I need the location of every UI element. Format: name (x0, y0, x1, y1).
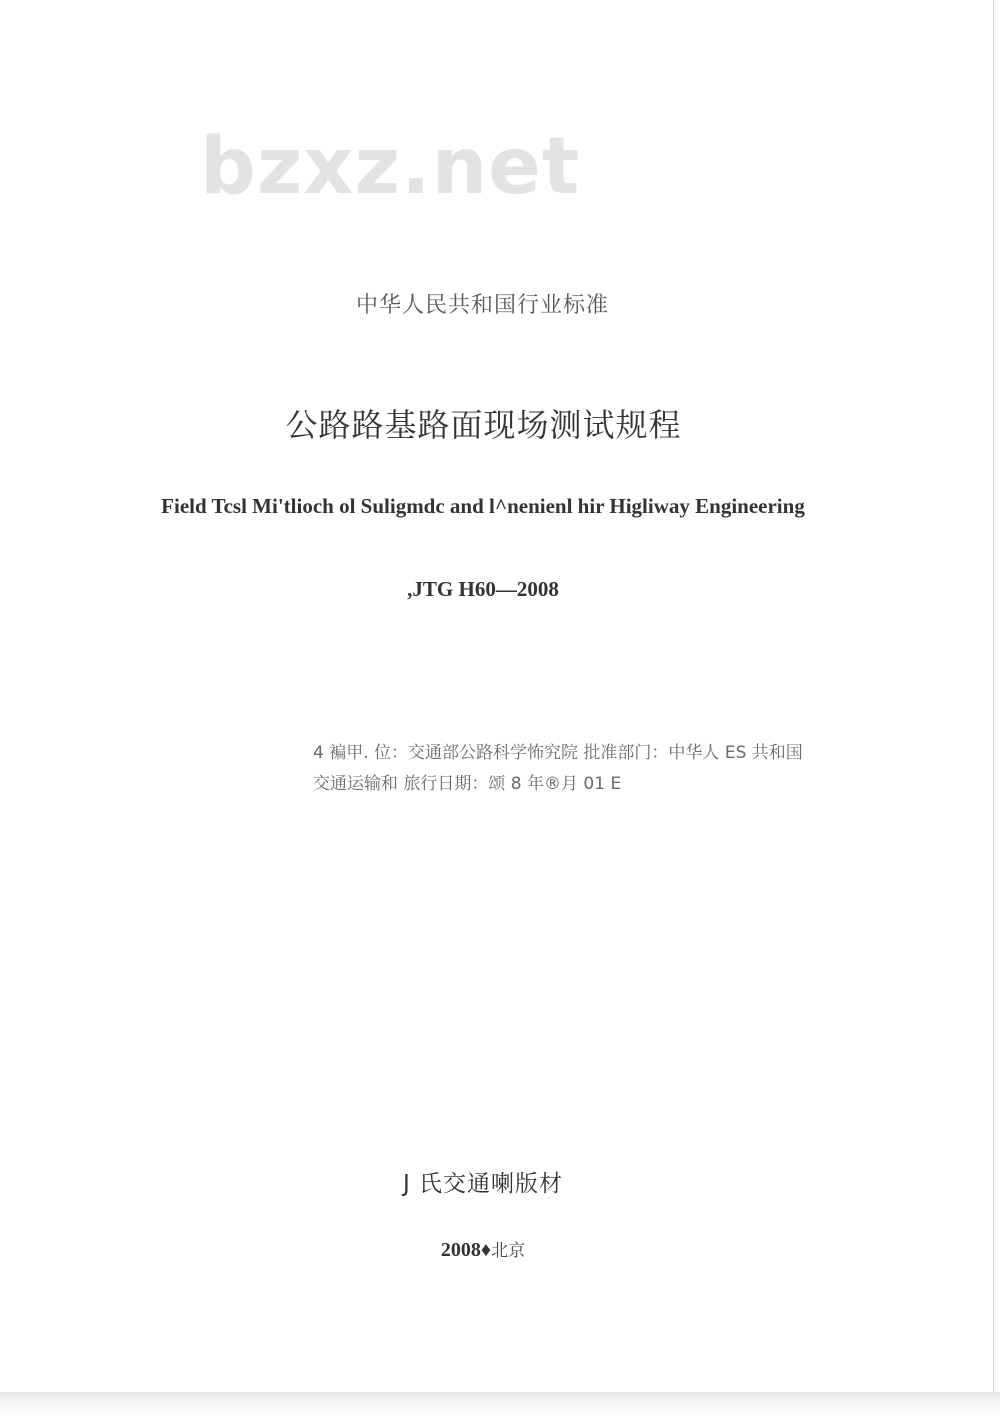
document-title-chinese: 公路路基路面现场测试规程 (285, 406, 682, 444)
publication-date-place (0, 1236, 966, 1262)
issuing-info-line-1: 4 褊甲. 位：交通部公路科学怖究院 批准部门：中华人 ES 共和国 (313, 743, 803, 763)
issuing-info-line-2: 交通运输和 旅行日期：颂 8 年®月 01 E (313, 774, 622, 794)
publication-year: 2008 (440, 1239, 481, 1261)
diamond-separator-icon: ♦ (480, 1239, 492, 1261)
page-edge-divider (993, 0, 994, 1392)
watermark-logo: bzxz.net (200, 122, 581, 212)
page-bottom-shadow (0, 1392, 1000, 1418)
standard-code: ,JTG H60—2008 (407, 577, 559, 601)
publisher-name: J 氏交通喇版材 (402, 1171, 564, 1197)
document-title-english: Field Tcsl Mi'tlioch ol Suligmdc and l^nenienl hir Higliway Engineering (161, 494, 805, 518)
publication-city: 北京 (491, 1241, 526, 1261)
standard-category-heading: 中华人民共和国行业标准 (355, 293, 609, 318)
